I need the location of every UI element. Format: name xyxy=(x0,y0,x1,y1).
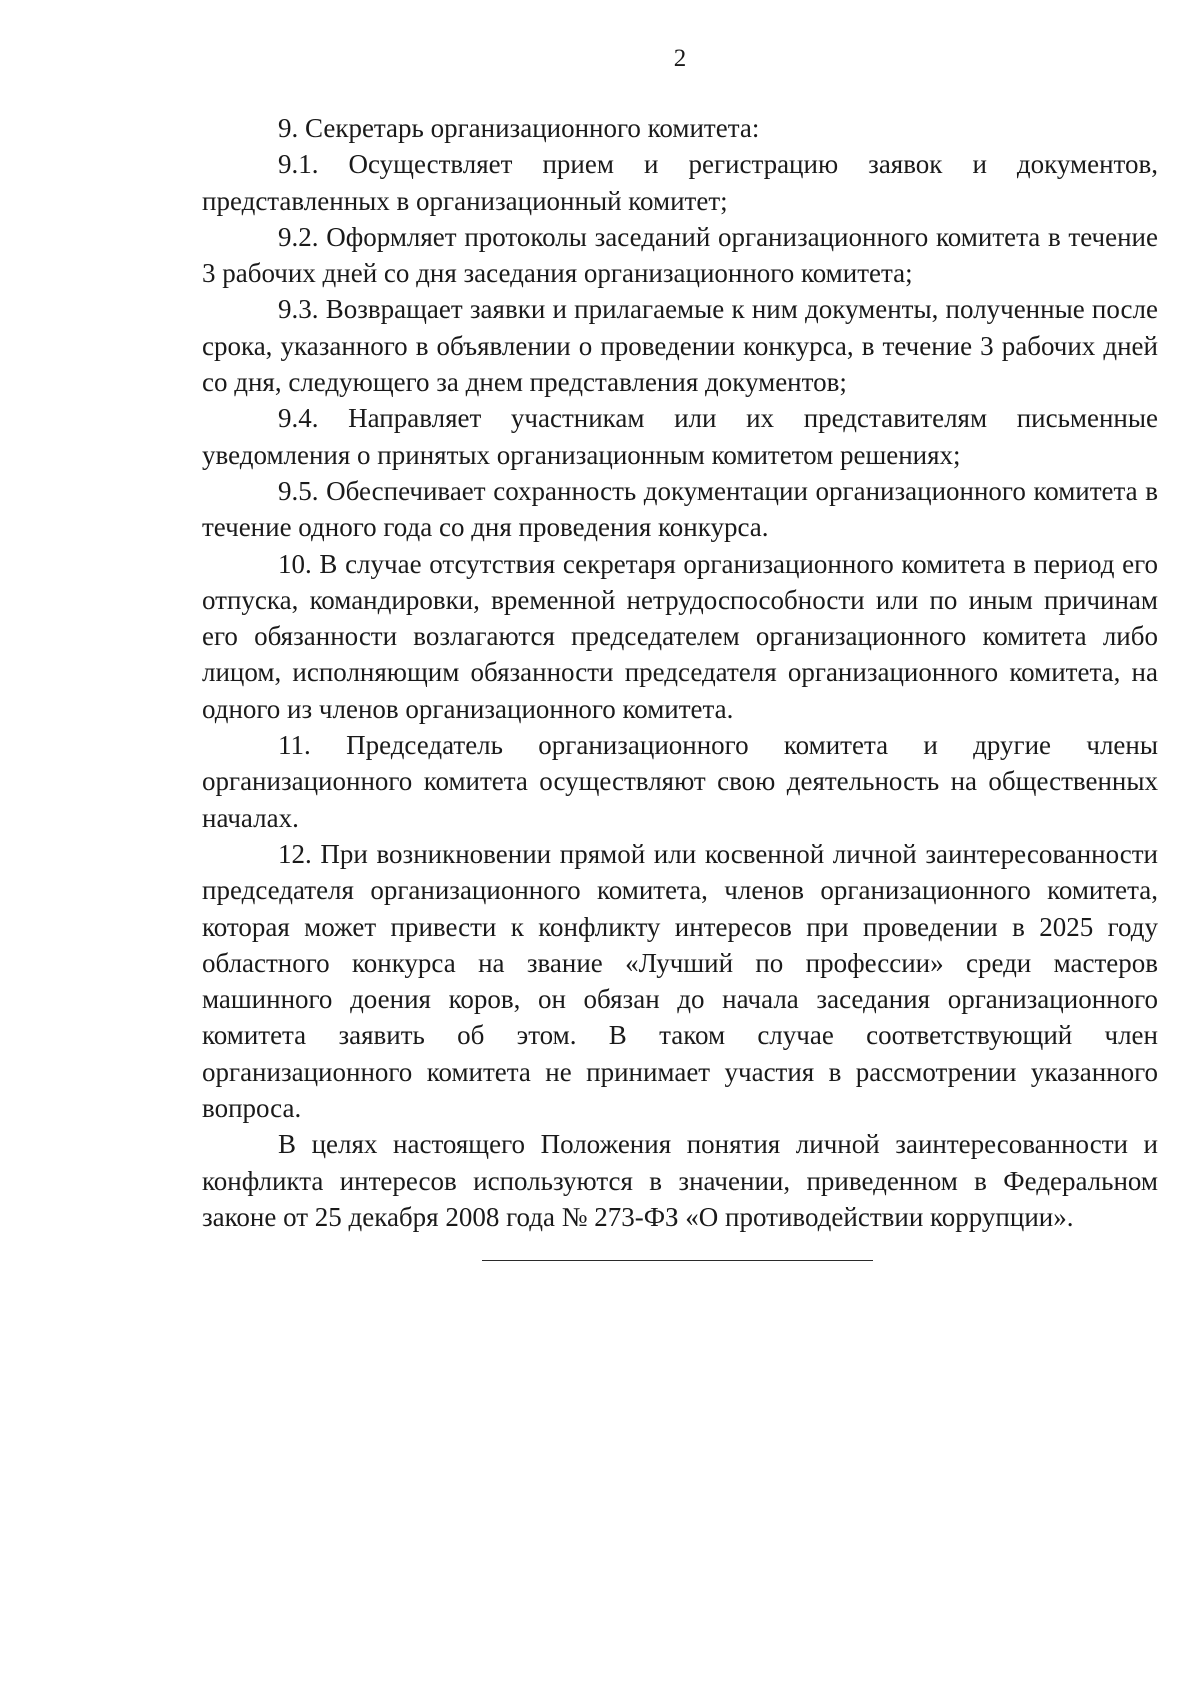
paragraph-11: 11. Председатель организационного комитета и другие члены организационного комитета осуществляют свою деятельность на общественных началах. xyxy=(202,730,1158,833)
paragraph-9-1: 9.1. Осуществляет прием и регистрацию заявок и документов, представленных в организационный комитет; xyxy=(202,149,1158,216)
paragraph-definitions: В целях настоящего Положения понятия личной заинтересованности и конфликта интересов используются в значении, приведенном в Федеральном законе от 25 декабря 2008 года № 273-ФЗ «О противодействии коррупции». xyxy=(202,1129,1158,1232)
document-body xyxy=(202,110,1158,1235)
paragraph-9-2: 9.2. Оформляет протоколы заседаний организационного комитета в течение 3 рабочих дней со дня заседания организационного комитета; xyxy=(202,221,1158,289)
paragraph-12: 12. При возникновении прямой или косвенной личной заинтересованности председателя организационного комитета, членов организационного комитета, которая может привести к конфликту интересов при проведении в 2025 году областного конкурса на звание «Лучший по профессии» среди мастеров машинного доения коров, он обязан до начала заседания организационного комитета заявить об этом. В таком случае соответствующий член организационного комитета не принимает участия в рассмотрении указанного вопроса. xyxy=(202,838,1158,1124)
paragraph-9-4: 9.4. Направляет участникам или их представителям письменные уведомления о принятых организационным комитетом решениях; xyxy=(202,403,1158,470)
end-divider xyxy=(482,1260,873,1261)
paragraph-10: 10. В случае отсутствия секретаря организационного комитета в период его отпуска, командировки, временной нетрудоспособности или по иным причинам его обязанности возлагаются председателем организационного комитета либо лицом, исполняющим обязанности председателя организационного комитета, на одного из членов организационного комитета. xyxy=(202,548,1158,724)
paragraph-9: 9. Секретарь организационного комитета: xyxy=(278,113,760,143)
page-number: 2 xyxy=(673,45,687,72)
paragraph-9-5: 9.5. Обеспечивает сохранность документации организационного комитета в течение одного года со дня проведения конкурса. xyxy=(202,475,1158,543)
paragraph-9-3: 9.3. Возвращает заявки и прилагаемые к ним документы, полученные после срока, указанного в объявлении о проведении конкурса, в течение 3 рабочих дней со дня, следующего за днем представления документов; xyxy=(202,294,1158,398)
